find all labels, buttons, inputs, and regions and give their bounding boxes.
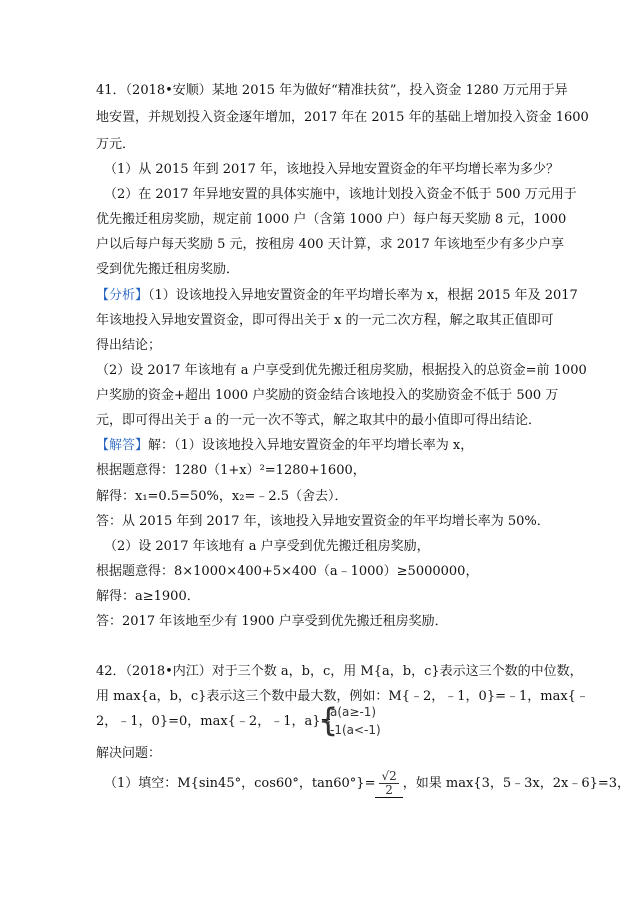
analysis-text-1: （1）设该地投入异地安置资金的年平均增长率为 x，根据 2015 年及 2017	[148, 288, 578, 303]
p41-analysis-line-5: 户奖励的资金+超出 1000 户奖励的资金结合该地投入的奖励资金不低于 500 万	[96, 388, 559, 403]
p41-question-1: （1）从 2015 年到 2017 年，该地投入异地安置资金的年平均增长率为多少？	[104, 162, 559, 177]
p41-solution-line-5: （2）设 2017 年该地有 a 户享受到优先搬迁租房奖励，	[104, 539, 430, 554]
p41-line-1: 41．（2018•安顺）某地 2015 年为做好“精准扶贫”，投入资金 1280 万元用于异	[96, 83, 568, 98]
p42-line-4: 解决问题：	[96, 746, 162, 761]
p41-analysis-line-3: 得出结论；	[96, 338, 162, 353]
p41-question-2-line-3: 户以后每户每天奖励 5 元，按租房 400 天计算，求 2017 年该地至少有多少户享	[96, 237, 564, 252]
p41-question-2-line-4: 受到优先搬迁租房奖励．	[96, 262, 240, 277]
p41-solution-line-8: 答：2017 年该地至少有 1900 户享受到优先搬迁租房奖励．	[96, 614, 448, 629]
fill-blank	[375, 770, 402, 798]
p42-line-3: 2，﹣1，0}=0，max{﹣2，﹣1，a}=	[96, 714, 332, 729]
p41-solution-line-6: 根据题意得：8×1000×400+5×400（a﹣1000）≥5000000，	[96, 564, 479, 579]
p41-analysis-line-4: （2）设 2017 年该地有 a 户享受到优先搬迁租房奖励，根据投入的总资金=前 1000	[96, 363, 587, 378]
p41-question-2-line-2: 优先搬迁租房奖励，规定前 1000 户（含第 1000 户）每户每天奖励 8 元，1000	[96, 212, 567, 227]
p42-fill-line	[104, 770, 630, 798]
fill-suffix: ，如果 max{3，5﹣3x，2x﹣6}=3，	[402, 776, 631, 791]
solution-text-1: 解：（1）设该地投入异地安置资金的年平均增长率为 x，	[148, 438, 474, 453]
p41-solution-line-4: 答：从 2015 年到 2017 年，该地投入异地安置资金的年平均增长率为 50%．	[96, 514, 550, 529]
p41-line-2: 地安置，并规划投入资金逐年增加，2017 年在 2015 年的基础上增加投入资金 1600	[96, 110, 589, 125]
solution-tag: 【解答】	[96, 438, 149, 453]
piecewise-case-1: a(a≥-1)	[330, 705, 377, 719]
p41-solution-line-1	[96, 437, 473, 455]
p41-analysis-line-6: 元，即可得出关于 a 的一元一次不等式，解之取其中的最小值即可得出结论．	[96, 413, 542, 428]
fill-prefix: （1）填空：M{sin45°，cos60°，tan60°}=	[104, 776, 376, 791]
p41-solution-line-2: 根据题意得：1280（1+x）²=1280+1600，	[96, 463, 366, 478]
p41-analysis-line-1	[96, 287, 578, 305]
p41-line-3: 万元．	[96, 137, 136, 152]
p42-line-2: 用 max{a，b，c}表示这三个数中最大数，例如：M{﹣2，﹣1，0}=﹣1，max{﹣	[96, 689, 589, 704]
p41-analysis-line-2: 年该地投入异地安置资金，即可得出关于 x 的一元二次方程，解之取其正值即可	[96, 313, 554, 328]
p41-question-2-line-1: （2）在 2017 年异地安置的具体实施中，该地计划投入资金不低于 500 万元用于	[104, 187, 577, 202]
fraction	[379, 770, 398, 797]
p41-solution-line-7: 解得：a≥1900．	[96, 589, 200, 604]
analysis-tag: 【分析】	[96, 288, 149, 303]
fraction-numerator: √2	[381, 769, 397, 783]
p41-solution-line-3: 解得：x₁=0.5=50%，x₂=﹣2.5（舍去）．	[96, 489, 348, 504]
p42-line-1: 42．（2018•内江）对于三个数 a，b，c，用 M{a，b，c}表示这三个数的中位数，	[96, 664, 583, 679]
fraction-denominator: 2	[385, 783, 393, 797]
piecewise-function	[318, 701, 381, 739]
left-brace-icon: {	[318, 701, 339, 739]
piecewise-case-2: -1(a<-1)	[330, 723, 381, 737]
